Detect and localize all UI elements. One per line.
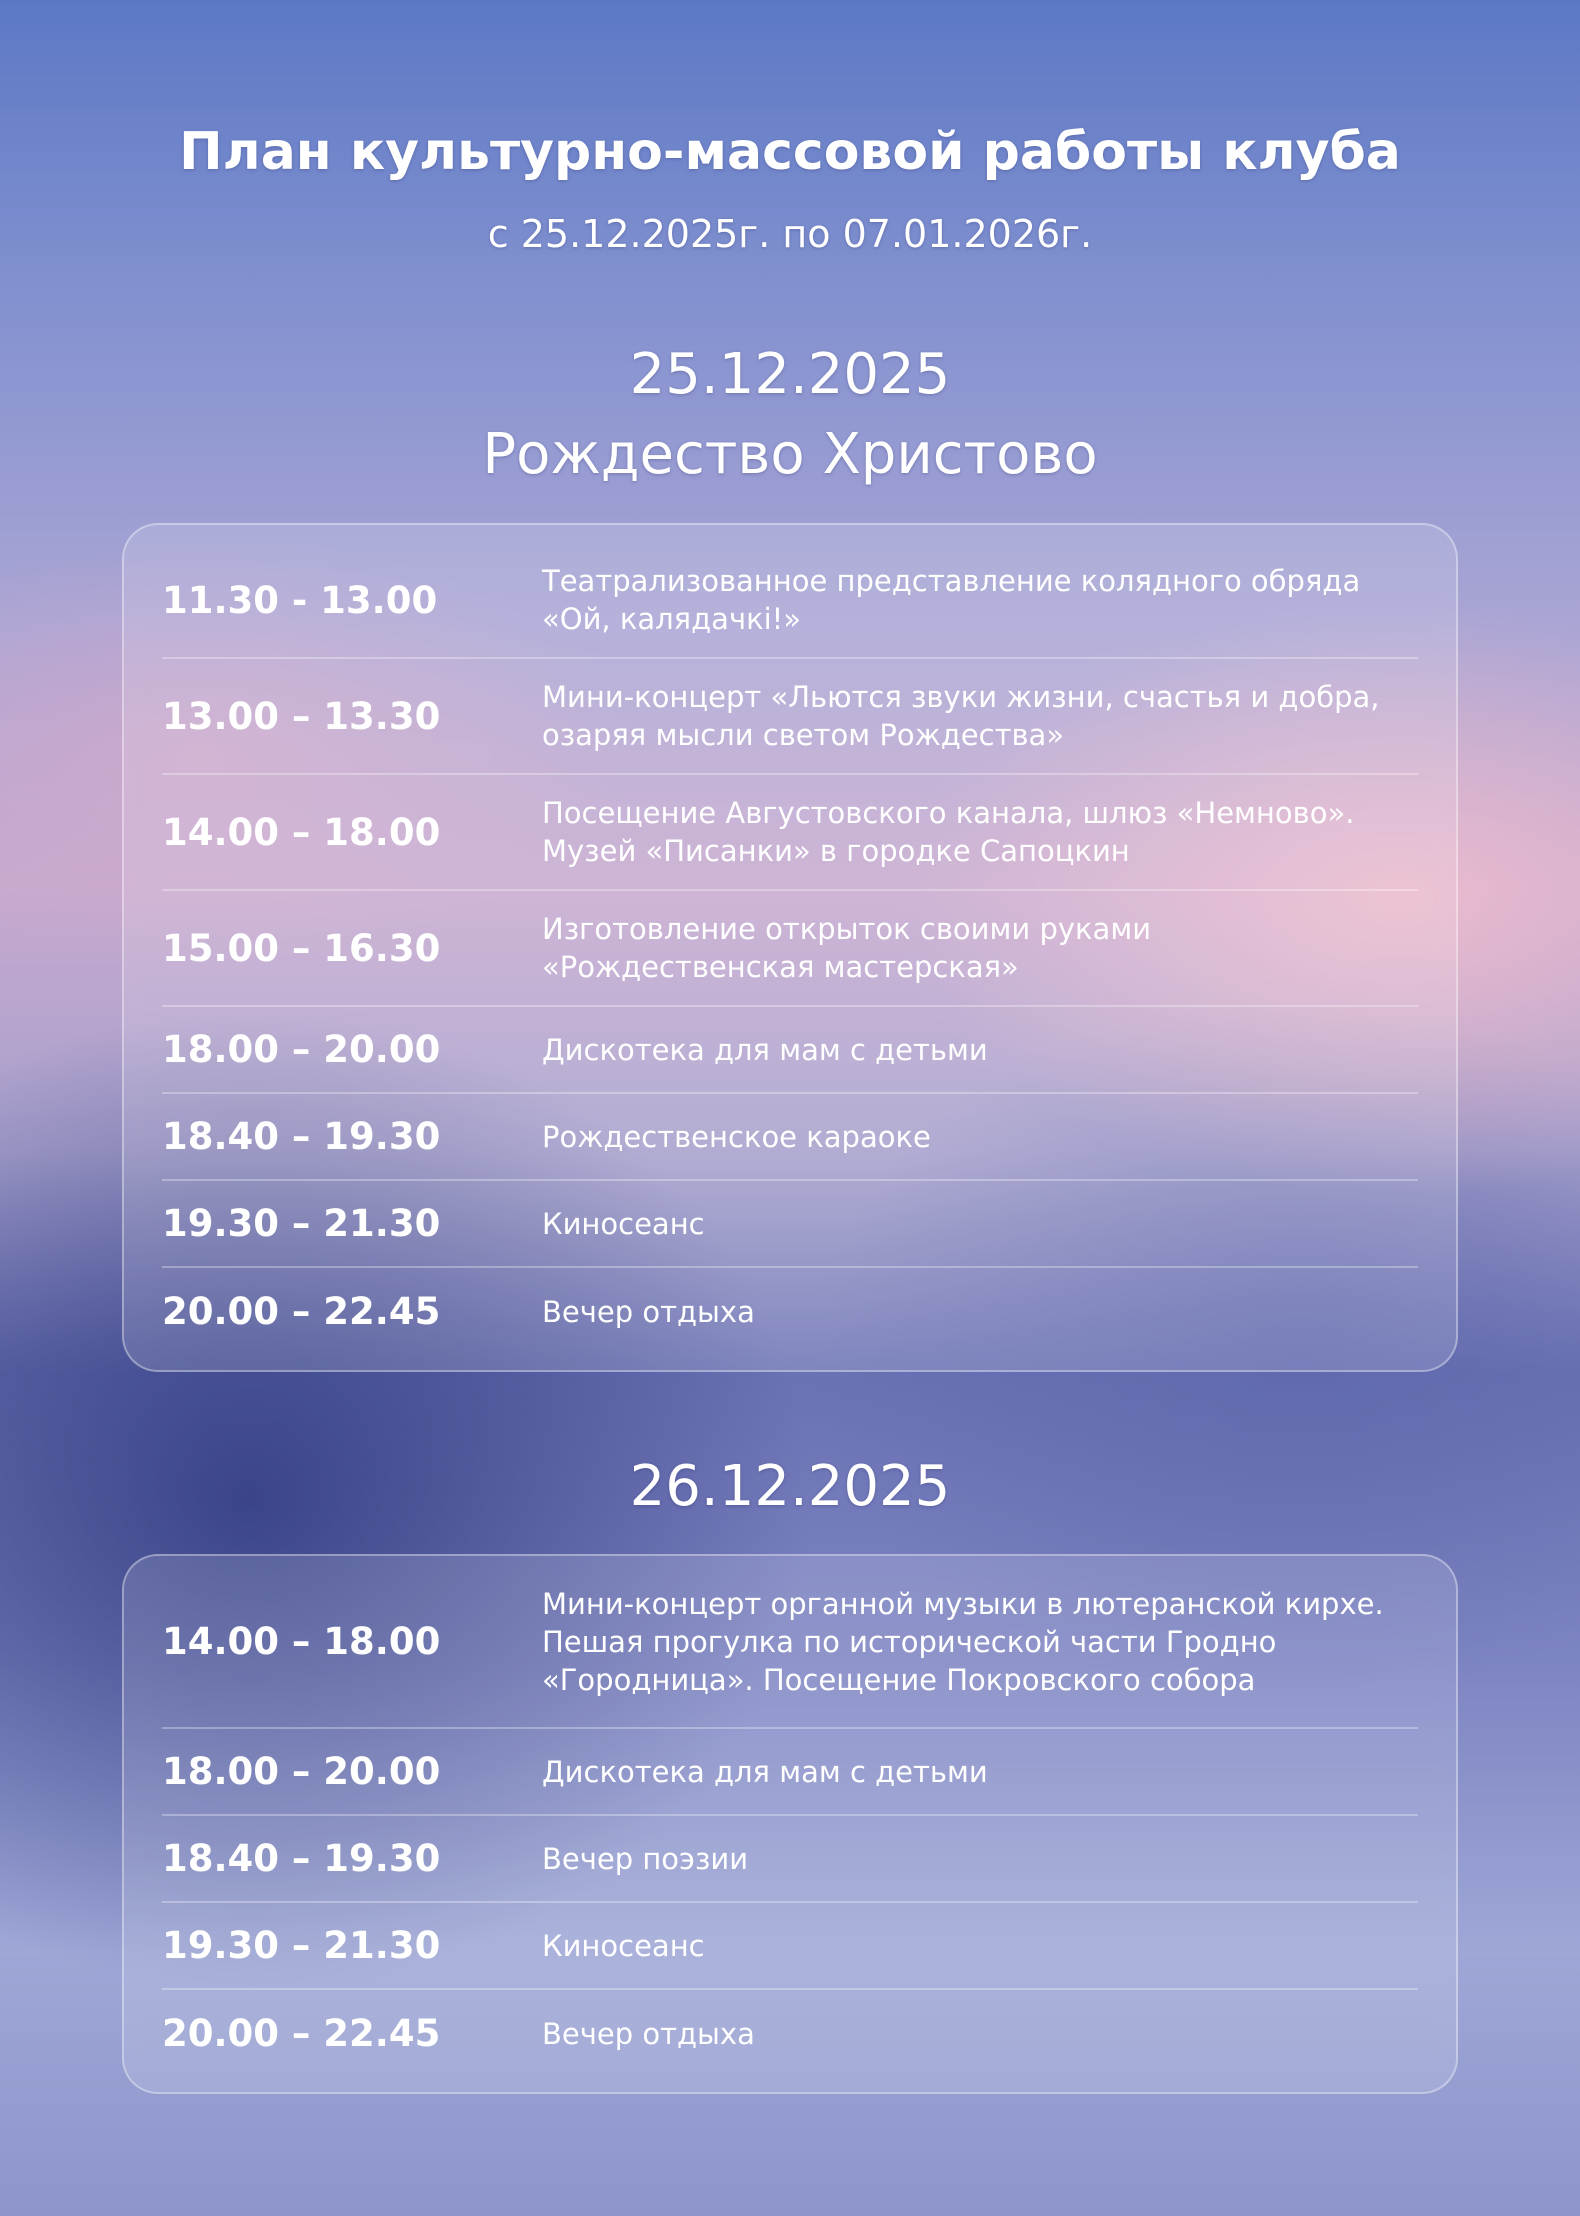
event-title: Киносеанс — [542, 1206, 705, 1241]
event-time: 18.40 – 19.30 — [162, 1115, 441, 1158]
event-title: Вечер отдыха — [542, 2016, 755, 2051]
event-time: 14.00 – 18.00 — [162, 810, 441, 854]
schedule-row — [162, 891, 1418, 1007]
event-time: 18.00 – 20.00 — [162, 1750, 441, 1793]
schedule-row — [162, 1556, 1418, 1729]
schedule-card-day-1 — [122, 523, 1458, 1372]
schedule-row — [162, 1816, 1418, 1903]
event-title: Посещение Августовского канала, шлюз «Немново». Музей «Писанки» в городке Сапоцкин — [542, 796, 1355, 868]
schedule-row — [162, 543, 1418, 659]
schedule-row — [162, 775, 1418, 891]
event-title: Мини-концерт органной музыки в лютеранской кирхе. Пешая прогулка по исторической части Гродно «Городница». Посещение Покровского собора — [542, 1586, 1384, 1697]
schedule-row — [162, 659, 1418, 775]
event-time: 19.30 – 21.30 — [162, 1924, 441, 1967]
schedule-row — [162, 1181, 1418, 1268]
event-time: 15.00 – 16.30 — [162, 926, 441, 970]
day-holiday: Рождество Христово — [482, 422, 1098, 487]
event-title: Мини-концерт «Льются звуки жизни, счастья и добра, озаряя мысли светом Рождества» — [542, 680, 1380, 752]
page-title: План культурно-массовой работы клуба — [179, 122, 1401, 182]
event-title: Вечер поэзии — [542, 1841, 749, 1876]
schedule-row — [162, 1094, 1418, 1181]
event-title: Дискотека для мам с детьми — [542, 1754, 988, 1789]
schedule-row — [162, 1903, 1418, 1990]
event-time: 18.00 – 20.00 — [162, 1028, 441, 1071]
event-time: 11.30 - 13.00 — [162, 578, 438, 622]
day-date: 25.12.2025 — [629, 342, 951, 407]
day-date: 26.12.2025 — [629, 1454, 951, 1519]
event-time: 14.00 – 18.00 — [162, 1620, 441, 1663]
event-title: Изготовление открыток своими руками «Рождественская мастерская» — [542, 912, 1152, 984]
event-title: Театрализованное представление колядного обряда «Ой, калядачкі!» — [542, 564, 1361, 636]
event-time: 18.40 – 19.30 — [162, 1837, 441, 1880]
event-title: Вечер отдыха — [542, 1294, 755, 1329]
schedule-row — [162, 1990, 1418, 2077]
event-title: Рождественское караоке — [542, 1119, 931, 1154]
schedule-card-day-2 — [122, 1554, 1458, 2094]
schedule-row — [162, 1729, 1418, 1816]
event-title: Киносеанс — [542, 1928, 705, 1963]
period-subtitle: с 25.12.2025г. по 07.01.2026г. — [487, 212, 1093, 256]
schedule-row — [162, 1268, 1418, 1355]
event-time: 20.00 – 22.45 — [162, 2012, 441, 2055]
event-title: Дискотека для мам с детьми — [542, 1032, 988, 1067]
event-time: 20.00 – 22.45 — [162, 1290, 441, 1333]
schedule-row — [162, 1007, 1418, 1094]
event-time: 13.00 – 13.30 — [162, 694, 441, 738]
event-time: 19.30 – 21.30 — [162, 1202, 441, 1245]
